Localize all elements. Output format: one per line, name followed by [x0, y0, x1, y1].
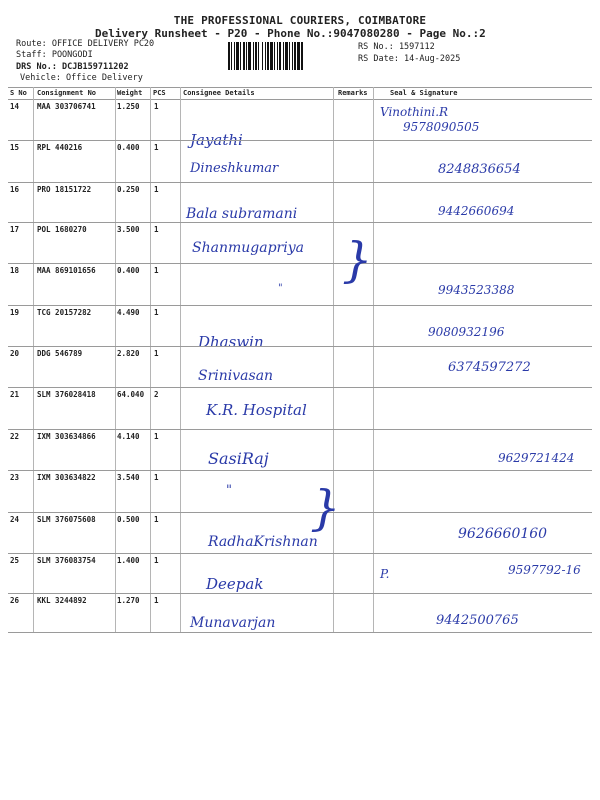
row-divider: [8, 222, 592, 223]
row-pcs: 1: [154, 225, 159, 234]
row-divider: [8, 632, 592, 633]
row-weight: 3.540: [117, 473, 140, 482]
col-divider: [115, 87, 116, 632]
consignment-number: POL 1680270: [37, 225, 87, 234]
rs-number: RS No.: 1597112: [358, 42, 435, 52]
col-divider: [180, 87, 181, 632]
row-weight: 1.270: [117, 596, 140, 605]
row-weight: 0.250: [117, 185, 140, 194]
row-weight: 0.500: [117, 515, 140, 524]
receiver-phone: 9442660694: [438, 204, 515, 218]
row-pcs: 1: [154, 349, 159, 358]
receiver-phone: 9080932196: [428, 325, 505, 339]
consignment-number: IXM 303634822: [37, 473, 96, 482]
vehicle-label: Vehicle: Office Delivery: [20, 73, 143, 83]
drs-number: DRS No.: DCJB159711202: [16, 62, 129, 72]
consignment-number: SLM 376083754: [37, 556, 96, 565]
row-divider: [8, 470, 592, 471]
row-weight: 4.140: [117, 432, 140, 441]
col-header-remarks: Remarks: [338, 89, 368, 97]
row-weight: 1.250: [117, 102, 140, 111]
company-title: THE PROFESSIONAL COURIERS, COIMBATORE: [173, 14, 427, 27]
consignment-number: PRO 18151722: [37, 185, 92, 194]
row-sno: 18: [10, 266, 20, 275]
col-header-weight: Weight: [117, 89, 143, 97]
row-pcs: 1: [154, 266, 159, 275]
row-pcs: 1: [154, 102, 159, 111]
row-weight: 4.490: [117, 308, 140, 317]
staff-label: Staff: POONGODI: [16, 50, 93, 60]
grouping-brace: }: [342, 232, 373, 288]
row-pcs: 2: [154, 390, 159, 399]
grouping-brace: }: [310, 480, 341, 536]
row-sno: 23: [10, 473, 20, 482]
consignment-number: TCG 20157282: [37, 308, 92, 317]
consignment-number: RPL 440216: [37, 143, 83, 152]
runsheet-subtitle: Delivery Runsheet - P20 - Phone No.:9047080280 - Page No.:2: [95, 27, 486, 40]
col-divider: [33, 87, 34, 632]
row-divider: [8, 512, 592, 513]
row-divider: [8, 429, 592, 430]
consignee-handwritten-name: Dineshkumar: [190, 161, 279, 176]
row-divider: [8, 346, 592, 347]
receiver-signature: P.: [380, 567, 390, 581]
row-pcs: 1: [154, 432, 159, 441]
row-pcs: 1: [154, 308, 159, 317]
consignee-handwritten-name: Jayathi: [190, 131, 243, 149]
consignment-number: IXM 303634866: [37, 432, 96, 441]
row-sno: 19: [10, 308, 20, 317]
rs-date: RS Date: 14-Aug-2025: [358, 54, 461, 64]
consignee-handwritten-name: SasiRaj: [208, 449, 269, 468]
consignment-number: MAA 303706741: [37, 102, 96, 111]
row-weight: 2.820: [117, 349, 140, 358]
consignee-handwritten-name: RadhaKrishnan: [208, 534, 318, 550]
col-divider: [150, 87, 151, 632]
row-sno: 20: [10, 349, 20, 358]
row-sno: 24: [10, 515, 20, 524]
row-divider: [8, 593, 592, 594]
receiver-phone: 9626660160: [458, 526, 548, 542]
consignee-handwritten-name: K.R. Hospital: [206, 401, 307, 419]
row-weight: 64.040: [117, 390, 145, 399]
row-weight: 0.400: [117, 266, 140, 275]
receiver-signature: Vinothini.R: [380, 105, 449, 119]
row-divider: [8, 263, 592, 264]
row-pcs: 1: [154, 473, 159, 482]
row-divider: [8, 305, 592, 306]
col-header-sno: S No: [10, 89, 27, 97]
receiver-phone: 9943523388: [438, 283, 515, 297]
barcode: [228, 42, 354, 70]
row-divider: [8, 140, 592, 141]
row-weight: 0.400: [117, 143, 140, 152]
row-pcs: 1: [154, 596, 159, 605]
receiver-phone: 6374597272: [448, 360, 531, 375]
row-sno: 22: [10, 432, 20, 441]
row-sno: 21: [10, 390, 20, 399]
consignment-number: SLM 376075608: [37, 515, 96, 524]
consignment-number: DDG 546789: [37, 349, 83, 358]
receiver-phone: 8248836654: [438, 162, 521, 177]
col-header-consignment: Consignment No: [37, 89, 97, 97]
row-sno: 25: [10, 556, 20, 565]
row-pcs: 1: [154, 185, 159, 194]
col-divider: [373, 87, 374, 632]
row-pcs: 1: [154, 143, 159, 152]
row-pcs: 1: [154, 556, 159, 565]
col-header-consignee: Consignee Details: [183, 89, 255, 97]
row-sno: 16: [10, 185, 20, 194]
row-sno: 14: [10, 102, 20, 111]
consignment-number: SLM 376028418: [37, 390, 96, 399]
consignment-number: KKL 3244892: [37, 596, 87, 605]
consignee-handwritten-name: Srinivasan: [198, 368, 274, 384]
receiver-phone: 9442500765: [436, 613, 519, 628]
consignment-number: MAA 869101656: [37, 266, 96, 275]
receiver-phone: 9597792-16: [508, 563, 581, 577]
row-weight: 3.500: [117, 225, 140, 234]
consignee-handwritten-name: Shanmugapriya: [192, 240, 304, 256]
receiver-phone: 9629721424: [498, 451, 575, 465]
row-sno: 17: [10, 225, 20, 234]
col-divider: [333, 87, 334, 632]
row-divider: [8, 182, 592, 183]
receiver-phone: 9578090505: [403, 120, 480, 134]
consignee-handwritten-name: Bala subramani: [186, 206, 298, 222]
col-header-seal: Seal & Signature: [390, 89, 458, 97]
consignee-handwritten-name: Munavarjan: [190, 615, 276, 631]
header-border: [8, 99, 592, 100]
row-pcs: 1: [154, 515, 159, 524]
row-divider: [8, 387, 592, 388]
row-divider: [8, 553, 592, 554]
route-label: Route: OFFICE DELIVERY PC20: [16, 39, 155, 49]
row-sno: 26: [10, 596, 20, 605]
consignee-handwritten-name: Deepak: [206, 575, 264, 593]
consignee-handwritten-name: ": [278, 283, 283, 294]
consignee-handwritten-name: ": [226, 483, 232, 498]
runsheet-table: [8, 87, 592, 632]
row-weight: 1.400: [117, 556, 140, 565]
col-header-pcs: PCS: [153, 89, 166, 97]
row-sno: 15: [10, 143, 20, 152]
consignee-handwritten-name: Dhaswin: [198, 333, 264, 351]
